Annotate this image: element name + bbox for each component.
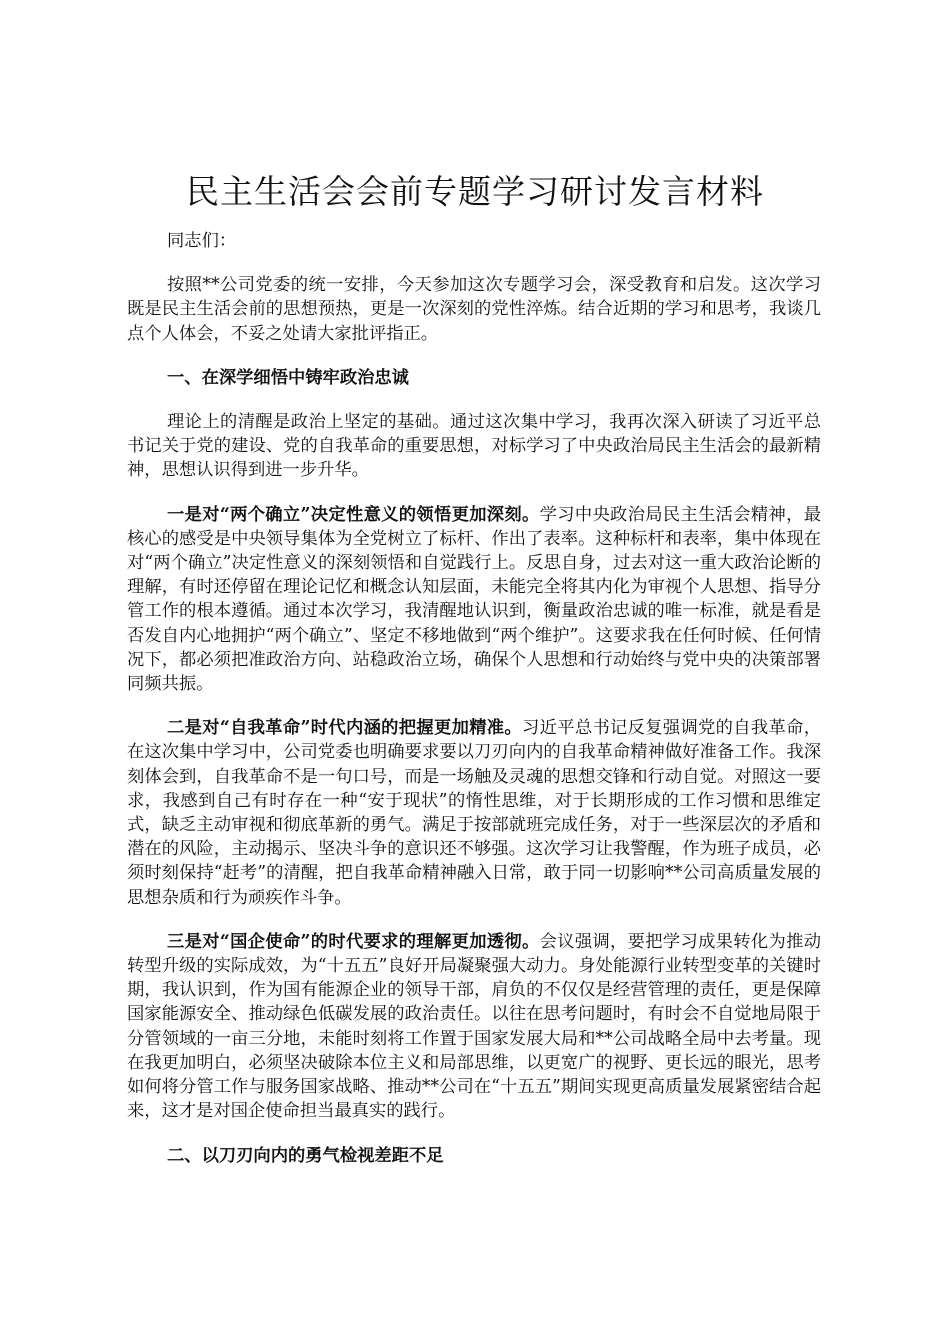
point-1-body: 学习中央政治局民主生活会精神，最核心的感受是中央领导集体为全党树立了标杆、作出了表率。这种标杆和表率，集中体现在对“两个确立”决定性意义的深刻领悟和自觉践行上。反思自身，过去对这一重大政治论断的理解，有时还停留在理论记忆和概念认知层面，未能完全将其内化为审视个人思想、指导分管工作的根本遵循。通过本次学习，我清醒地认识到，衡量政治忠诚的唯一标准，就是看是否发自内心地拥护“两个确立”、坚定不移地做到“两个维护”。这要求我在任何时候、任何情况下，都必须把准政治方向、站稳政治立场，确保个人思想和行动始终与党中央的决策部署同频共振。 (127, 504, 821, 695)
point-3-paragraph (127, 930, 821, 1124)
document-body (127, 228, 821, 1168)
greeting: 同志们： (167, 231, 237, 251)
spacer (127, 483, 821, 503)
spacer (127, 910, 821, 930)
spacer (127, 696, 821, 716)
point-2-lead: 二是对“自我革命”时代内涵的把握更加精准。 (167, 718, 523, 739)
spacer (127, 346, 821, 366)
intro-paragraph: 按照**公司党委的统一安排，今天参加这次专题学习会，深受教育和启发。这次学习既是民主生活会前的思想预热，更是一次深刻的党性淬炼。结合近期的学习和思考，我谈几点个人体会，不妥之处请大家批评指正。 (127, 275, 821, 344)
point-1-paragraph (127, 503, 821, 697)
document-title: 民主生活会会前专题学习研讨发言材料 (186, 172, 764, 211)
point-2-paragraph (127, 716, 821, 910)
point-2-body: 习近平总书记反复强调党的自我革命，在这次集中学习中，公司党委也明确要求要以刀刃向内的自我革命精神做好准备工作。我深刻体会到，自我革命不是一句口号，而是一场触及灵魂的思想交锋和行动自觉。对照这一要求，我感到自己有时存在一种“安于现状”的惰性思维，对于长期形成的工作习惯和思维定式，缺乏主动审视和彻底革新的勇气。满足于按部就班完成任务，对于一些深层次的矛盾和潜在的风险，主动揭示、坚决斗争的意识还不够强。这次学习让我警醒，作为班子成员，必须时刻保持“赶考”的清醒，把自我革命精神融入日常，敢于同一切影响**公司高质量发展的思想杂质和行为顽疾作斗争。 (127, 718, 821, 908)
spacer (127, 390, 821, 410)
spacer (127, 253, 821, 273)
section-1-heading: 一、在深学细悟中铸牢政治忠诚 (167, 367, 409, 388)
point-3-lead: 三是对“国企使命”的时代要求的理解更加透彻。 (167, 931, 540, 952)
spacer (127, 1124, 821, 1144)
point-3-body: 会议强调，要把学习成果转化为推动转型升级的实际成效，为“十五五”良好开局凝聚强大动力。身处能源行业转型变革的关键时期，我认识到，作为国有能源企业的领导干部，肩负的不仅仅是经营管理的责任，更是保障国家能源安全、推动绿色低碳发展的政治责任。以往在思考问题时，有时会不自觉地局限于分管领域的一亩三分地，未能时刻将工作置于国家发展大局和**公司战略全局中去考量。现在我更加明白，必须坚决破除本位主义和局部思维，以更宽广的视野、更长远的眼光，思考如何将分管工作与服务国家战略、推动**公司在“十五五”期间实现更高质量发展紧密结合起来，这才是对国企使命担当最真实的践行。 (127, 931, 821, 1122)
section-1-intro: 理论上的清醒是政治上坚定的基础。通过这次集中学习，我再次深入研读了习近平总书记关于党的建设、党的自我革命的重要思想，对标学习了中央政治局民主生活会的最新精神，思想认识得到进一步升华。 (127, 412, 821, 481)
point-1-lead: 一是对“两个确立”决定性意义的领悟更加深刻。 (167, 504, 540, 525)
section-2-heading: 二、以刀刃向内的勇气检视差距不足 (167, 1145, 444, 1166)
